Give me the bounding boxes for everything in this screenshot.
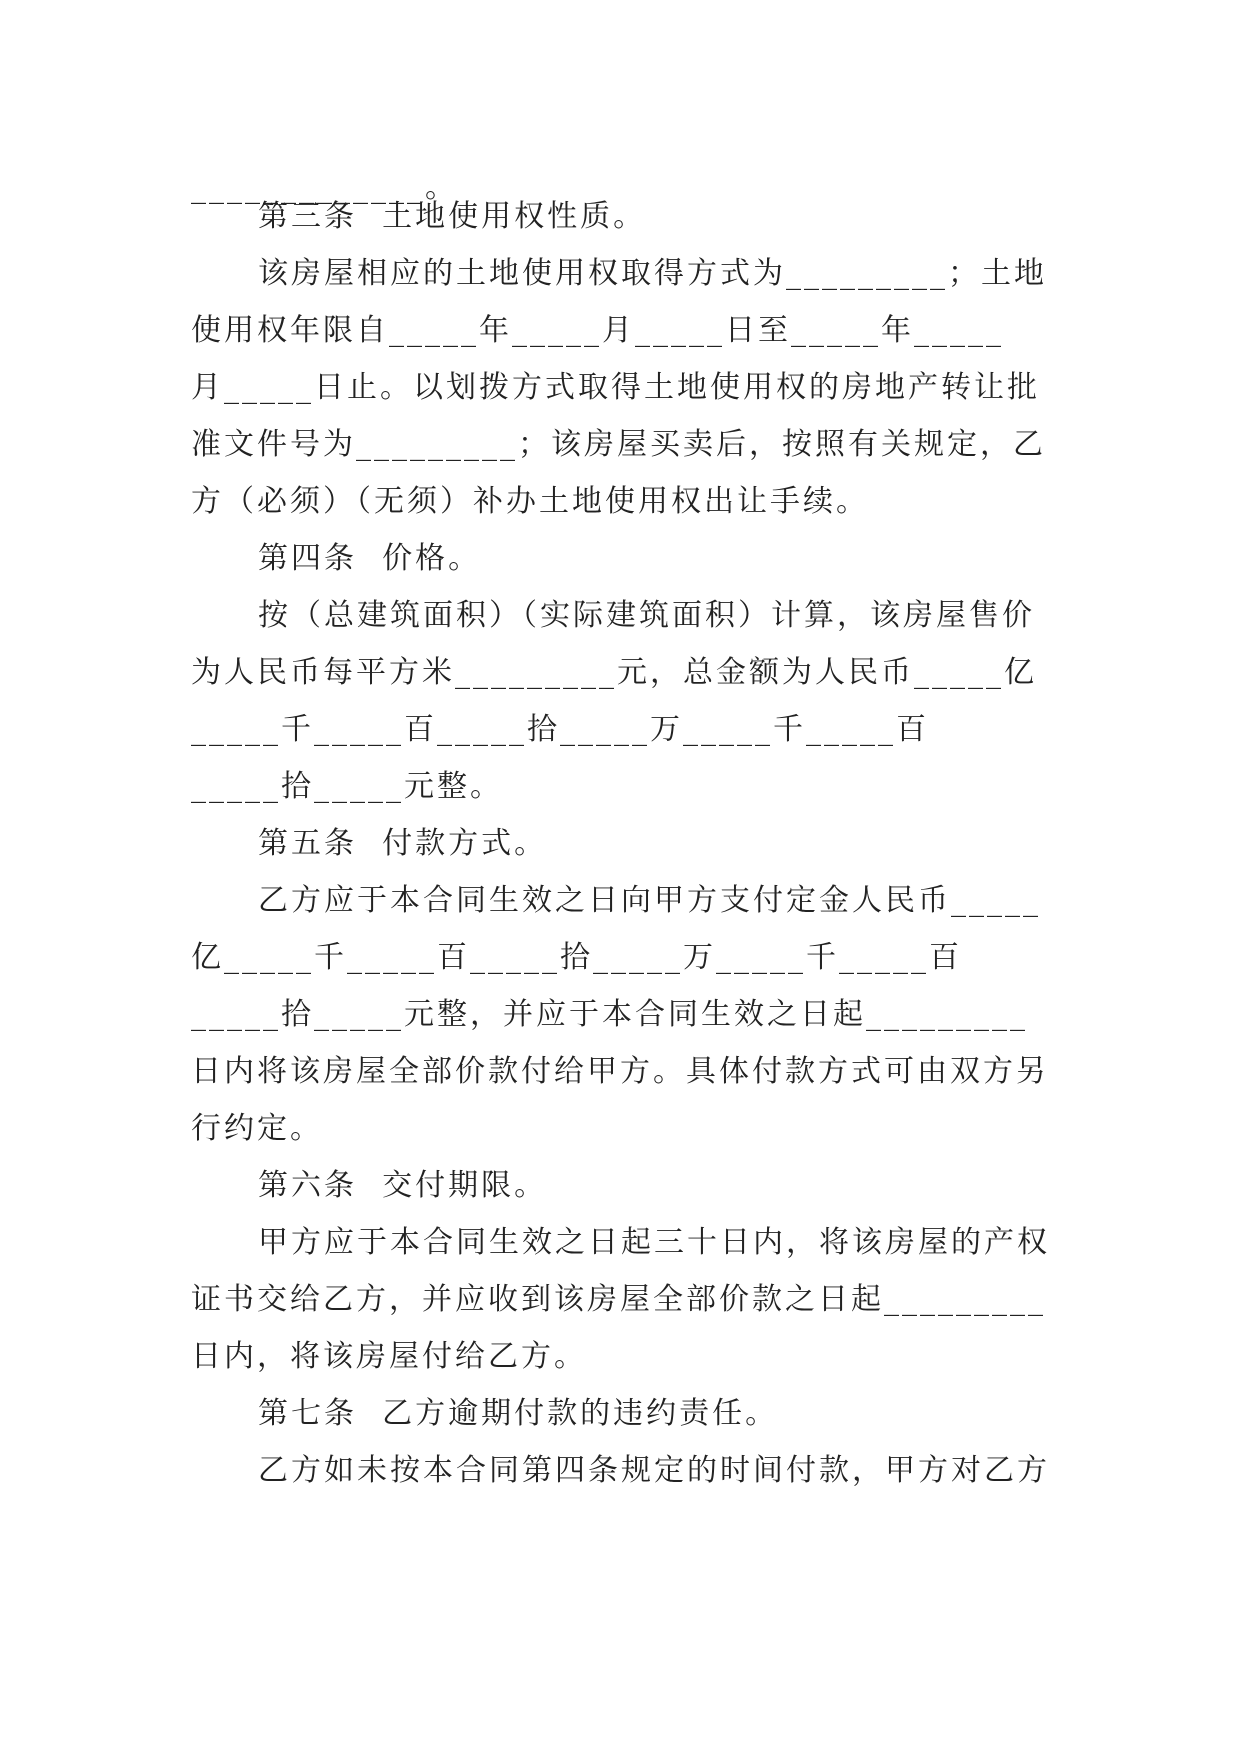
- text-line: 乙方如未按本合同第四条规定的时间付款，甲方对乙方: [258, 1453, 1050, 1488]
- article-heading: 第四条 价格。: [258, 541, 482, 576]
- text-line: 甲方应于本合同生效之日起三十日内，将该房屋的产权: [258, 1225, 1050, 1260]
- text-line: 日内，将该房屋付给乙方。: [191, 1339, 587, 1374]
- text-line: _____千_____百_____拾_____万_____千_____百: [191, 712, 929, 747]
- text-line: 按（总建筑面积）（实际建筑面积）计算，该房屋售价: [258, 598, 1035, 633]
- article-heading: 第七条 乙方逾期付款的违约责任。: [258, 1396, 779, 1431]
- text-line: 行约定。: [191, 1111, 323, 1146]
- text-line: 方（必须）（无须）补办土地使用权出让手续。: [191, 484, 869, 519]
- article-heading: 第六条 交付期限。: [258, 1168, 548, 1203]
- article-heading: 第三条 土地使用权性质。: [258, 199, 647, 234]
- text-line: _____________。: [191, 170, 458, 205]
- text-line: 准文件号为_________；该房屋买卖后，按照有关规定，乙: [191, 427, 1046, 462]
- text-line: _____拾_____元整。: [191, 769, 503, 804]
- text-line: 日内将该房屋全部价款付给甲方。具体付款方式可由双方另: [191, 1054, 1049, 1089]
- text-line: 乙方应于本合同生效之日向甲方支付定金人民币_____: [258, 883, 1041, 918]
- text-line: 使用权年限自_____年_____月_____日至_____年_____: [191, 313, 1004, 348]
- text-line: _____拾_____元整，并应于本合同生效之日起_________: [191, 997, 1028, 1032]
- text-line: 为人民币每平方米_________元，总金额为人民币_____亿: [191, 655, 1037, 690]
- text-line: 月_____日止。以划拨方式取得土地使用权的房地产转让批: [191, 370, 1040, 405]
- text-line: 该房屋相应的土地使用权取得方式为_________；土地: [258, 256, 1047, 291]
- text-line: 亿_____千_____百_____拾_____万_____千_____百: [191, 940, 962, 975]
- text-line: 证书交给乙方，并应收到该房屋全部价款之日起_________: [191, 1282, 1046, 1317]
- article-heading: 第五条 付款方式。: [258, 826, 548, 861]
